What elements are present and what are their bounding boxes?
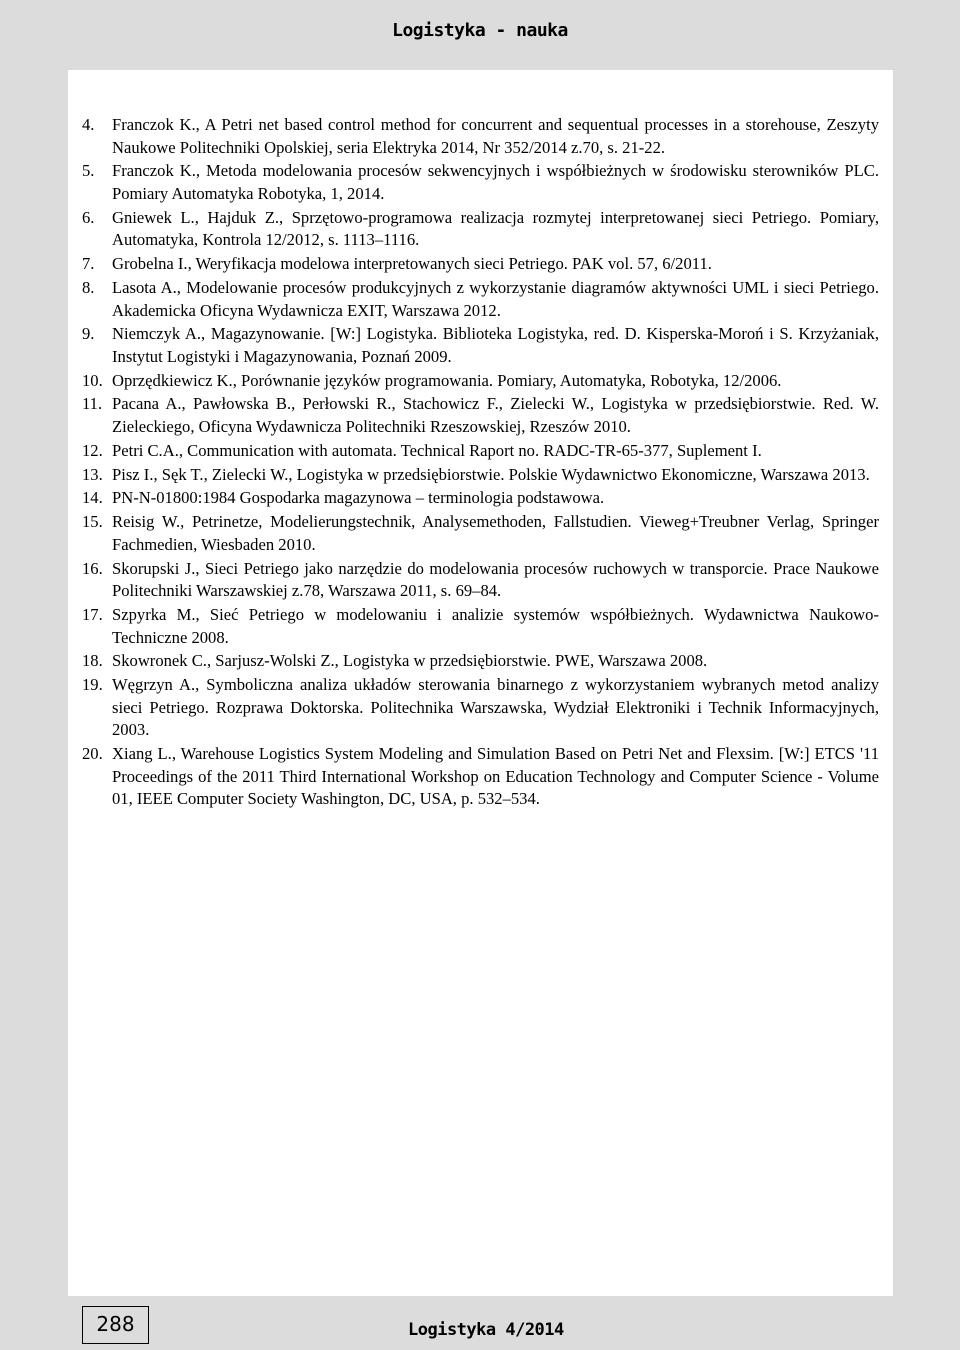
reference-number: 14.	[82, 488, 103, 508]
reference-number: 13.	[82, 464, 103, 484]
reference-text: Franczok K., Metoda modelowania procesów sekwencyjnych i współbieżnych w środowisku sterowników PLC. Pomiary Automatyka Robotyka, 1, 2014.	[112, 161, 879, 203]
reference-item	[82, 253, 879, 276]
reference-list	[82, 114, 879, 812]
reference-item	[82, 207, 879, 252]
reference-text: Pisz I., Sęk T., Zielecki W., Logistyka w przedsiębiorstwie. Polskie Wydawnictwo Ekonomiczne, Warszawa 2013.	[112, 464, 870, 484]
reference-number: 11.	[82, 394, 103, 414]
reference-number: 12.	[82, 440, 103, 460]
reference-text: Lasota A., Modelowanie procesów produkcyjnych z wykorzystanie diagramów aktywności UML i sieci Petriego. Akademicka Oficyna Wydawnicza EXIT, Warszawa 2012.	[112, 277, 879, 320]
reference-item	[82, 487, 879, 510]
reference-number: 18.	[82, 651, 103, 671]
reference-text: Skorupski J., Sieci Petriego jako narzędzie do modelowania procesów ruchowych w transporcie. Prace Naukowe Politechniki Warszawskiej z.78, Warszawa 2011, s. 69–84.	[112, 558, 879, 601]
reference-text: Pacana A., Pawłowska B., Perłowski R., Stachowicz F., Zielecki W., Logistyka w przedsiębiorstwie. Red. W. Zieleckiego, Oficyna Wydawnicza Politechniki Rzeszowskiej, Rzeszów 2010.	[112, 394, 879, 437]
reference-number: 15.	[82, 512, 103, 532]
reference-item	[82, 650, 879, 673]
reference-text: Szpyrka M., Sieć Petriego w modelowaniu i analizie systemów współbieżnych. Wydawnictwa Naukowo-Techniczne 2008.	[112, 604, 879, 647]
reference-item	[82, 323, 879, 368]
reference-number: 10.	[82, 370, 103, 390]
page-content	[68, 70, 893, 1296]
reference-text: Węgrzyn A., Symboliczna analiza układów sterowania binarnego z wykorzystaniem wybranych metod analizy sieci Petriego. Rozprawa Doktorska. Politechnika Warszawska, Wydział Elektroniki i Technik Informacyjnych, 2003.	[112, 675, 879, 740]
reference-item	[82, 114, 879, 159]
reference-text: PN-N-01800:1984 Gospodarka magazynowa – terminologia podstawowa.	[112, 488, 605, 508]
reference-text: Gniewek L., Hajduk Z., Sprzętowo-programowa realizacja rozmytej interpretowanej sieci Petriego. Pomiary, Automatyka, Kontrola 12/2012, s. 1113–1116.	[112, 207, 879, 250]
reference-item	[82, 464, 879, 487]
reference-item	[82, 160, 879, 205]
reference-text: Niemczyk A., Magazynowanie. [W:] Logistyka. Biblioteka Logistyka, red. D. Kisperska-Moroń i S. Krzyżaniak, Instytut Logistyki i Magazynowania, Poznań 2009.	[112, 324, 879, 366]
reference-text: Oprzędkiewicz K., Porównanie języków programowania. Pomiary, Automatyka, Robotyka, 12/2006.	[112, 370, 782, 390]
reference-number: 8.	[82, 277, 95, 297]
reference-text: Skowronek C., Sarjusz-Wolski Z., Logistyka w przedsiębiorstwie. PWE, Warszawa 2008.	[112, 651, 708, 671]
reference-number: 4.	[82, 115, 95, 134]
running-header: Logistyka - nauka	[392, 20, 568, 41]
reference-item	[82, 674, 879, 742]
reference-text: Xiang L., Warehouse Logistics System Modeling and Simulation Based on Petri Net and Flexsim. [W:] ETCS '11 Proceedings of the 2011 Third International Workshop on Education Technology and Computer Science - Volume 01, IEEE Computer Society Washington, DC, USA, p. 532–534.	[112, 744, 879, 809]
reference-item	[82, 440, 879, 463]
reference-number: 19.	[82, 675, 103, 695]
reference-item	[82, 511, 879, 556]
page-number: 288	[82, 1306, 149, 1344]
reference-item	[82, 370, 879, 393]
reference-item	[82, 604, 879, 649]
reference-number: 17.	[82, 604, 103, 624]
reference-number: 9.	[82, 324, 95, 344]
reference-number: 5.	[82, 161, 95, 181]
reference-number: 6.	[82, 207, 95, 227]
reference-text: Petri C.A., Communication with automata. Technical Raport no. RADC-TR-65-377, Suplement I.	[112, 440, 762, 460]
reference-item	[82, 393, 879, 438]
reference-text: Grobelna I., Weryfikacja modelowa interpretowanych sieci Petriego. PAK vol. 57, 6/2011.	[112, 254, 712, 274]
reference-number: 7.	[82, 254, 95, 274]
reference-item	[82, 277, 879, 322]
reference-item	[82, 558, 879, 603]
reference-number: 16.	[82, 558, 103, 578]
reference-text: Franczok K., A Petri net based control method for concurrent and sequentual processes in a storehouse, Zeszyty Naukowe Politechniki Opolskiej, seria Elektryka 2014, Nr 352/2014 z.70, s. 21-22.	[112, 115, 879, 157]
reference-text: Reisig W., Petrinetze, Modelierungstechnik, Analysemethoden, Fallstudien. Vieweg+Treubner Verlag, Springer Fachmedien, Wiesbaden 2010.	[112, 512, 879, 554]
reference-item	[82, 743, 879, 811]
journal-issue: Logistyka 4/2014	[408, 1320, 564, 1340]
reference-number: 20.	[82, 744, 103, 764]
